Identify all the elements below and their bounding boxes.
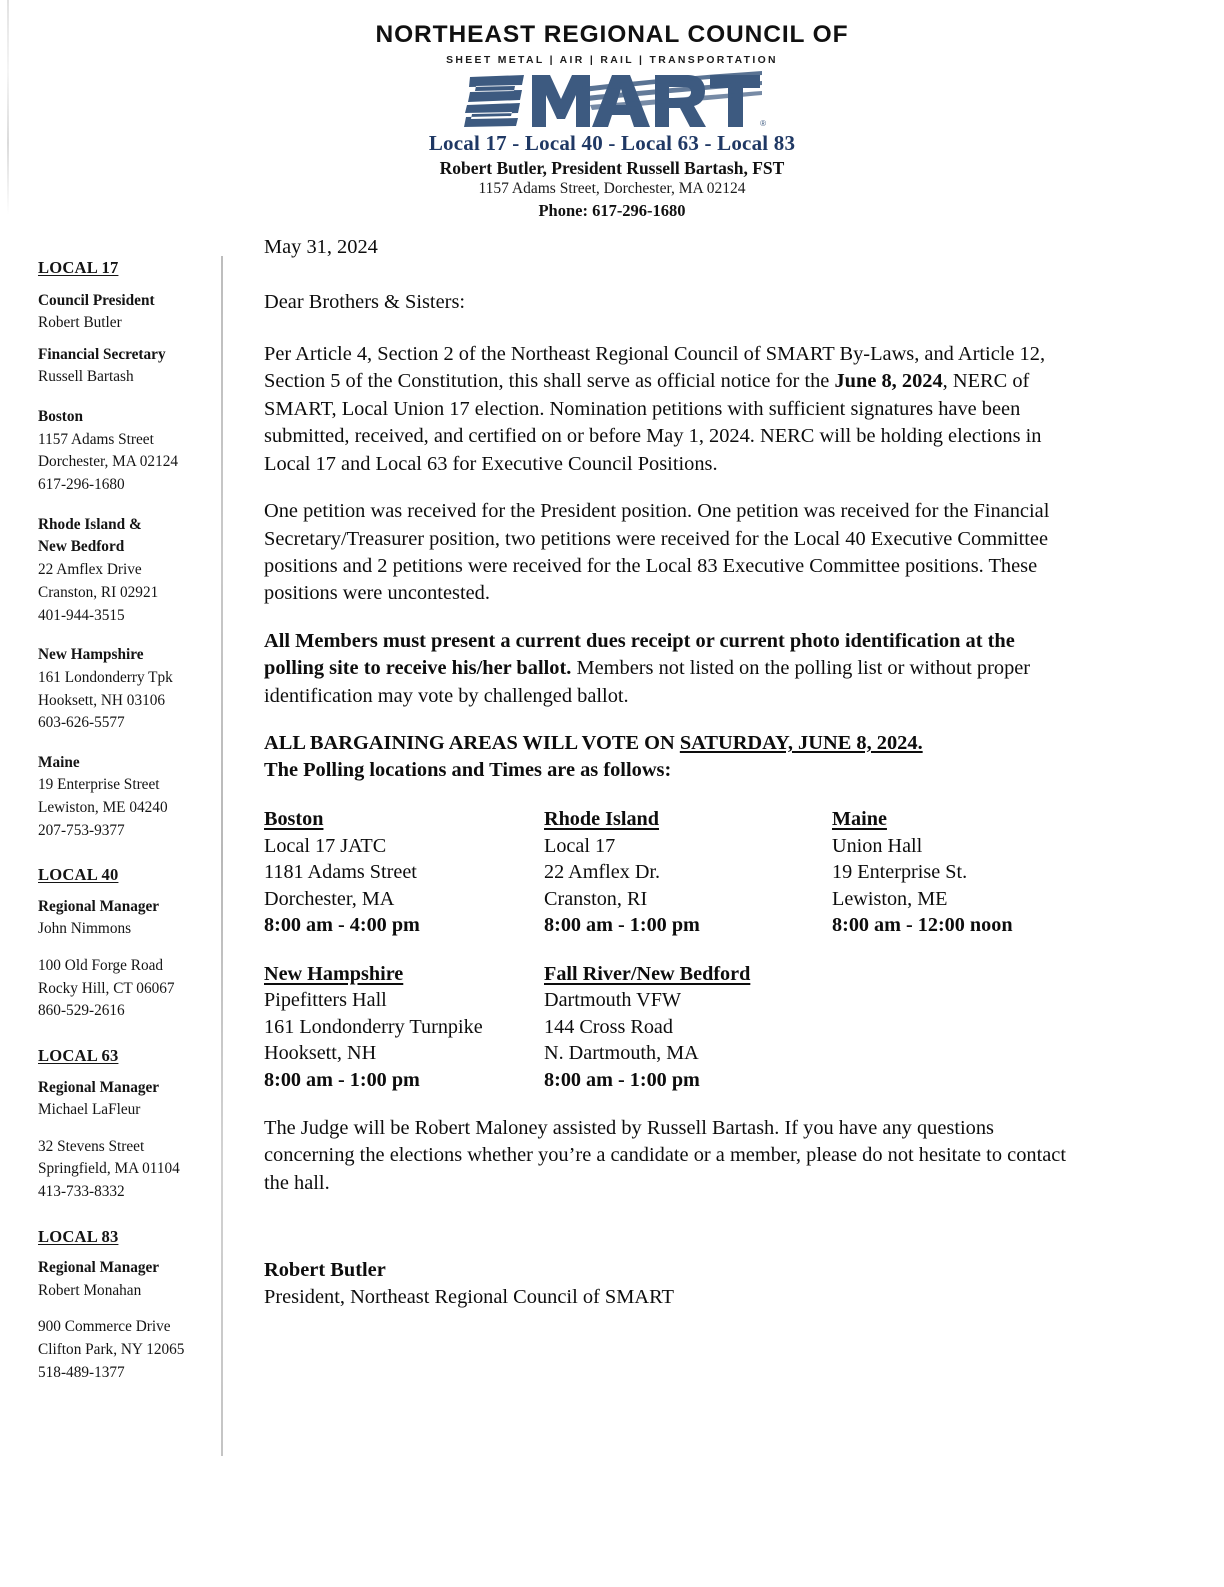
sidebar-office-place-maine: Maine (38, 753, 80, 771)
registered-trademark-icon: ® (760, 118, 766, 128)
sidebar-role-label-local-63: Regional Manager (38, 1078, 160, 1096)
polling-cell-rhode-island (544, 806, 832, 938)
sidebar-heading-local-40: LOCAL 40 (38, 865, 119, 885)
sidebar-office-place-new-hampshire: New Hampshire (38, 646, 144, 664)
polling-hours-rhode-island: 8:00 am - 1:00 pm (544, 914, 700, 937)
trades-tagline: SHEET METAL | AIR | RAIL | TRANSPORTATION (446, 54, 778, 66)
signature-block (264, 1257, 1076, 1311)
vertical-divider (221, 256, 223, 1456)
polling-street-boston: 1181 Adams Street (264, 861, 417, 884)
polling-cell-new-hampshire (264, 961, 544, 1093)
headline-text-a: ALL BARGAINING AREAS WILL VOTE ON (264, 732, 680, 755)
paragraph-1-text-a: Per Article 4, Section 2 of the Northeast Regional Council of SMART By-Laws, and Article 12, Section 5 of the Constitution, this shall serve as official notice for the (264, 342, 1046, 393)
sidebar-office-street-local-63: 32 Stevens Street (38, 1137, 145, 1155)
letterhead (0, 22, 1224, 220)
letterhead-address: 1157 Adams Street, Dorchester, MA 02124 (478, 179, 746, 197)
sidebar-role-label-local-40: Regional Manager (38, 897, 160, 915)
polling-cell-fall-river-new-bedford (544, 961, 832, 1093)
polling-venue-fall-river-new-bedford: Dartmouth VFW (544, 989, 682, 1012)
polling-hours-fall-river-new-bedford: 8:00 am - 1:00 pm (544, 1068, 700, 1091)
polling-title-fall-river-new-bedford: Fall River/New Bedford (544, 962, 751, 985)
polling-cell-maine (832, 806, 1076, 938)
sidebar-office-phone-new-hampshire: 603-626-5577 (38, 714, 125, 732)
sidebar-office-city-local-83: Clifton Park, NY 12065 (38, 1341, 185, 1359)
organization-name: NORTHEAST REGIONAL COUNCIL OF (375, 21, 849, 48)
sidebar-heading-local-63: LOCAL 63 (38, 1045, 119, 1065)
polling-city-maine: Lewiston, ME (832, 887, 948, 910)
sidebar-office-city-local-40: Rocky Hill, CT 06067 (38, 979, 175, 997)
polling-street-maine: 19 Enterprise St. (832, 861, 968, 884)
smart-logo (462, 69, 766, 131)
voting-day-headline (264, 730, 1076, 757)
sidebar-office-street-boston: 1157 Adams Street (38, 430, 154, 448)
polling-title-boston: Boston (264, 808, 324, 831)
election-date-bold: June 8, 2024 (834, 370, 943, 393)
polling-street-fall-river-new-bedford: 144 Cross Road (544, 1015, 673, 1038)
sidebar-role-label-financial-secretary: Financial Secretary (38, 345, 166, 363)
sidebar-office-street-new-hampshire: 161 Londonderry Tpk (38, 668, 173, 686)
sidebar-office-city-boston: Dorchester, MA 02124 (38, 453, 179, 471)
sidebar-role-name-council-president: Robert Butler (38, 314, 122, 332)
sidebar-spacer (38, 941, 214, 955)
paragraph-1-text-b: , NERC of SMART, Local Union 17 election. Nomination petitions with sufficient signatures have been submitted, received, and certified on or before May 1, 2024. NERC will be holding elections in Local 17 and Local 63 for Executive Council Positions. (264, 370, 1042, 475)
sidebar-role-name-financial-secretary: Russell Bartash (38, 368, 134, 386)
polling-venue-rhode-island: Local 17 (544, 834, 616, 857)
polling-cell-boston (264, 806, 544, 938)
letter-body (264, 234, 1076, 1312)
sidebar-office-city-local-63: Springfield, MA 01104 (38, 1160, 180, 1178)
polling-title-maine: Maine (832, 808, 887, 831)
letter-closing-paragraph: The Judge will be Robert Maloney assisted by Russell Bartash. If you have any questions concerning the elections whether you’re a candidate or a member, please do not hesitate to contact the hall. (264, 1117, 1067, 1194)
sidebar-office-street-maine: 19 Enterprise Street (38, 776, 160, 794)
sidebar-office-street-rhode-island: 22 Amflex Drive (38, 561, 142, 579)
polling-hours-new-hampshire: 8:00 am - 1:00 pm (264, 1068, 420, 1091)
polling-venue-boston: Local 17 JATC (264, 834, 387, 857)
sidebar-heading-local-83: LOCAL 83 (38, 1226, 119, 1246)
sidebar-spacer (38, 1302, 214, 1316)
sidebar-office-place-boston: Boston (38, 408, 84, 426)
letter-salutation: Dear Brothers & Sisters: (264, 291, 466, 314)
polling-city-new-hampshire: Hooksett, NH (264, 1042, 377, 1065)
polling-title-rhode-island: Rhode Island (544, 808, 660, 831)
polling-row-1 (264, 806, 1076, 938)
polling-city-boston: Dorchester, MA (264, 887, 395, 910)
sidebar-office-phone-rhode-island: 401-944-3515 (38, 606, 125, 624)
letter-paragraph-1 (264, 341, 1076, 478)
sidebar-role-name-local-63: Michael LaFleur (38, 1101, 141, 1119)
paragraph-3-text-rest: Members not listed on the polling list or without proper identification may vote by challenged ballot. (264, 657, 1031, 707)
sidebar-spacer (38, 1122, 214, 1136)
letterhead-phone: Phone: 617-296-1680 (538, 200, 686, 220)
smart-wordmark-icon (462, 69, 762, 131)
letter-date: May 31, 2024 (264, 236, 378, 258)
polling-hours-maine: 8:00 am - 12:00 noon (832, 914, 1013, 937)
polling-intro-line: The Polling locations and Times are as follows: (264, 759, 672, 782)
sidebar-role-name-local-83: Robert Monahan (38, 1281, 142, 1299)
locals-line: Local 17 - Local 40 - Local 63 - Local 83 (428, 130, 796, 155)
letter-paragraph-3 (264, 628, 1076, 710)
sidebar-office-phone-local-63: 413-733-8332 (38, 1183, 125, 1201)
signature-title: President, Northeast Regional Council of SMART (264, 1286, 674, 1309)
sidebar-office-city-rhode-island: Cranston, RI 02921 (38, 584, 159, 602)
sidebar-role-name-local-40: John Nimmons (38, 920, 132, 938)
sidebar-role-label-council-president: Council President (38, 291, 155, 309)
sidebar-office-place-rhode-island-line1: Rhode Island & (38, 515, 142, 533)
polling-venue-maine: Union Hall (832, 834, 923, 857)
polling-street-rhode-island: 22 Amflex Dr. (544, 861, 661, 884)
sidebar (38, 256, 214, 1384)
sidebar-office-place-rhode-island-line2: New Bedford (38, 538, 125, 556)
sidebar-office-street-local-40: 100 Old Forge Road (38, 957, 164, 975)
polling-city-rhode-island: Cranston, RI (544, 887, 648, 910)
polling-venue-new-hampshire: Pipefitters Hall (264, 989, 387, 1012)
sidebar-office-phone-maine: 207-753-9377 (38, 821, 125, 839)
headline-date-underlined: SATURDAY, JUNE 8, 2024. (679, 732, 923, 755)
polling-title-new-hampshire: New Hampshire (264, 962, 404, 985)
polling-city-fall-river-new-bedford: N. Dartmouth, MA (544, 1042, 699, 1065)
signature-name: Robert Butler (264, 1259, 386, 1282)
sidebar-office-street-local-83: 900 Commerce Drive (38, 1318, 171, 1336)
letter-paragraph-2: One petition was received for the President position. One petition was received for the Financial Secretary/Treasurer position, two petitions were received for the Local 40 Executive Committee positions and 2 petitions were received for the Local 83 Executive Committee positions. These positions were uncontested. (264, 500, 1050, 605)
sidebar-office-phone-local-40: 860-529-2616 (38, 1002, 125, 1020)
sidebar-office-city-maine: Lewiston, ME 04240 (38, 799, 168, 817)
sidebar-heading-local-17: LOCAL 17 (38, 258, 119, 277)
sidebar-role-label-local-83: Regional Manager (38, 1259, 160, 1277)
polling-street-new-hampshire: 161 Londonderry Turnpike (264, 1015, 483, 1038)
id-requirement-bold: All Members must present a current dues receipt or current photo identification at the polling site to receive his/her ballot. (264, 629, 1015, 680)
sidebar-office-phone-local-83: 518-489-1377 (38, 1363, 125, 1381)
polling-hours-boston: 8:00 am - 4:00 pm (264, 914, 420, 937)
polling-locations-table (264, 806, 1076, 1093)
sidebar-office-city-new-hampshire: Hooksett, NH 03106 (38, 691, 166, 709)
polling-row-2 (264, 961, 1076, 1093)
sidebar-office-phone-boston: 617-296-1680 (38, 475, 125, 493)
officers-line: Robert Butler, President Russell Bartash, FST (439, 157, 785, 178)
